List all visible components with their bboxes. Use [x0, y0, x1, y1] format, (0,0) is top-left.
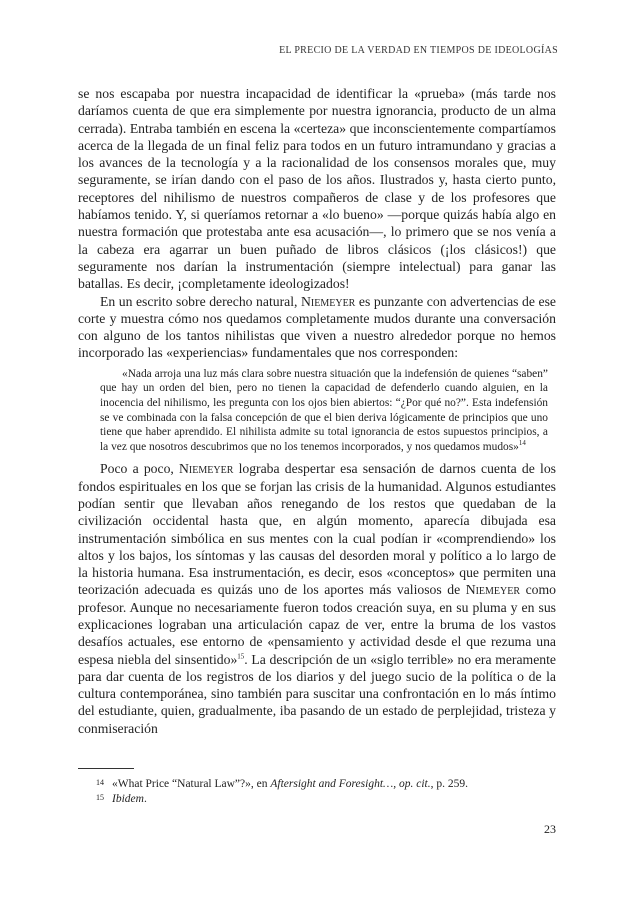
paragraph-3-text-b: lograba despertar esa sensación de darnos cuenta de los fondos espirituales en los que se forjan las crisis de la humanidad. Algunos estudiantes podían sentir que llevaban años renegando de los restos que quedaban de la civilización occidental hasta que, en algún momento, aparecía dibujada esa instrumentación simbólica en sus mentes con la cual podían ir «comprendiendo» los altos y los bajos, los síntomas y las causas del desorden moral y político a lo largo de la historia humana. Esa instrumentación, es decir, esos «conceptos» que permiten una teorización adecuada es quizás uno de los aportes más valiosos de — [78, 461, 556, 598]
paragraph-3-text-c: como profesor. Aunque no necesariamente fueron todos creación suya, en su pluma y en sus explicaciones lograban una articulación capaz de ver, entre la bruma de los vastos desafíos actuales, ese entorno de «pensamiento y actividad desde el que rezuma una espesa niebla del sinsentido» — [78, 582, 556, 667]
paragraph-3-text-a: Poco a poco, — [100, 461, 180, 477]
paragraph-2-text-a: En un escrito sobre derecho natural, — [100, 293, 302, 309]
footnote-number: 14 — [96, 778, 104, 787]
footnote-title: Ibidem — [112, 793, 144, 805]
author-name: Niemeyer — [301, 293, 356, 309]
author-name: Niemeyer — [179, 461, 234, 477]
author-name: Niemeyer — [465, 582, 521, 598]
footnote-text-b: , p. 259. — [430, 778, 468, 790]
footnote-number: 15 — [96, 793, 104, 802]
footnote-divider — [78, 768, 134, 769]
running-header: EL PRECIO DE LA VERDAD EN TIEMPOS DE IDEOLOGÍAS — [279, 45, 558, 56]
footnote-text — [112, 792, 147, 807]
footnote-title: Aftersight and Foresight…, op. cit. — [270, 778, 431, 790]
body-text — [78, 85, 556, 737]
block-quote — [100, 367, 548, 455]
page-number: 23 — [544, 822, 556, 836]
footnote-ref-15[interactable]: 15 — [237, 652, 245, 661]
footnote-14 — [96, 777, 556, 792]
paragraph-2 — [78, 293, 556, 362]
footnote-ref-14[interactable]: 14 — [518, 438, 526, 447]
block-quote-text — [100, 367, 548, 455]
paragraph-3-text-d: . La descripción de un «siglo terrible» no era meramente para dar cuenta de los registros de los diarios y del juego sucio de la política o de la cultura contemporánea, sino también para suscitar una confrontación en lo más íntimo del estudiante, quien, gradualmente, iba pasando de un estado de perplejidad, tristeza y conmiseración — [78, 651, 557, 736]
quote-body: «Nada arroja una luz más clara sobre nuestra situación que la indefensión de quienes “saben” que hay un orden del bien, pero no tienen la capacidad de defenderlo cuando alguien, en la inocencia del nihilismo, les pregunta con los ojos bien abiertos: “¿Por qué no?”. Esta indefensión se ve combinada con la falsa concepción de que el bien deriva lógicamente de principios que uno tiene que haber aprendido. El nihilista admite su total ignorancia de estos supuestos principios, a la vez que nosotros descubrimos que no los tenemos incorporados, y nos quedamos mudos» — [100, 367, 548, 453]
paragraph-1: se nos escapaba por nuestra incapacidad de identificar la «prueba» (más tarde nos daríamos cuenta de que era simplemente por nuestra ignorancia, producto de un alma cerrada). Entraba también en escena la «certeza» que inconscientemente compartíamos acerca de la llegada de un final feliz para todos en un futuro intramundano y gracias a los avances de la tecnología y a la racionalidad de los consensos morales que, muy seguramente, se irían dando con el paso de los años. Ilustrados y, hasta cierto punto, receptores del nihilismo de nuestros compañeros de clase y de los profesores que habíamos tenido. Y, si queríamos retornar a «lo bueno» —porque quizás había algo en nuestra formación que protestaba ante esa acusación—, lo primero que se nos venía a la cabeza era agarrar un buen puñado de libros clásicos (¡los clásicos!) que seguramente nos darían la instrumentación (siempre intelectual) para ganar las batallas. Es decir, ¡completamente ideologizados! — [78, 86, 556, 292]
footnote-text-a: «What Price “Natural Law”?», en — [112, 778, 271, 790]
footnote-text — [112, 777, 468, 792]
paragraph-2-text-b: es punzante con advertencias de ese corte y muestra cómo nos quedamos completamente mudos durante una conversación con alguno de los tantos nihilistas que viven a nuestro alrededor porque no hemos incorporado las «experiencias» fundamentales que nos corresponden: — [78, 293, 556, 361]
paragraph-3 — [78, 460, 556, 737]
footnotes — [96, 777, 556, 807]
footnote-15 — [96, 792, 556, 807]
footnote-text-b: . — [143, 793, 147, 805]
